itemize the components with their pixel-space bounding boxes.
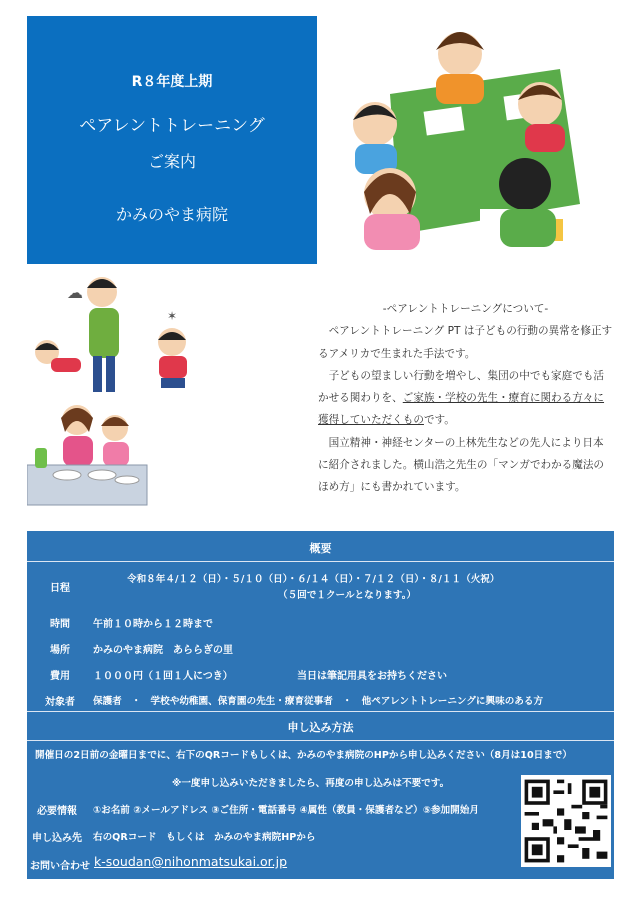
time-value: 午前１０時から１２時まで [93, 619, 213, 630]
apply-to-label: 申し込み先 [32, 833, 82, 844]
meeting-illustration [330, 14, 602, 250]
apply-to-value: 右のQRコード もしくは かみのやま病院HPから [93, 832, 316, 843]
qr-code[interactable] [521, 775, 611, 867]
about-p2-underlined: ご家族・学校の先生・療育に関わる方々に獲得していただくもの [318, 392, 605, 427]
time-label: 時間 [50, 619, 70, 630]
fee-label: 費用 [50, 671, 70, 682]
target-label: 対象者 [45, 697, 75, 708]
apply-note: ※一度申し込みいただきましたら、再度の申し込みは不要です。 [172, 778, 450, 789]
about-p2-start: 子どもの望ましい行動を増やし、集団の中でも家庭でも活かせる関わりを、 [318, 369, 605, 405]
guide-title: ご案内 [147, 152, 196, 171]
fee-note: 当日は筆記用具をお持ちください [297, 671, 447, 682]
about-p2-end: です。 [423, 414, 455, 427]
apply-instructions: 開催日の2日前の金曜日までに、右下のQRコードもしくは、かみのやま病院のHPから申し込みください（8月は10日まで） [35, 750, 572, 761]
svg-text:✶: ✶ [167, 309, 178, 323]
about-section [318, 298, 613, 499]
schedule-note: （５回で１クールとなります。） [278, 590, 417, 601]
about-paragraph-1: ペアレントトレーニング PT は子どもの行動の異常を修正するアメリカで生まれた手法です。 [318, 325, 613, 360]
target-value: 保護者 ・ 学校や幼稚園、保育園の先生・療育従事者 ・ 他ペアレントトレーニングに興味のある方 [93, 696, 544, 707]
fiscal-term: R８年度上期 [131, 74, 213, 90]
schedule-value: 令和８年４/１２（日）・５/１０（日）・６/１４（日）・７/１２（日）・８/１１（火祝） [127, 574, 500, 585]
required-info-label: 必要情報 [37, 806, 77, 817]
program-title: ペアレントトレーニング [79, 116, 265, 136]
place-value: かみのやま病院 あららぎの里 [93, 645, 233, 656]
contact-label: お問い合わせ [30, 861, 90, 872]
about-paragraph-2 [318, 365, 613, 432]
about-paragraph-3: 国立精神・神経センターの上林先生などの先人により日本に紹介されました。横山浩之先生の「マンガでわかる魔法のほめ方」にも書かれています。 [318, 436, 605, 494]
fee-value: １０００円（１回１人につき） [93, 671, 233, 682]
contact-email-link[interactable]: k-soudan@nihonmatsukai.or.jp [94, 854, 288, 869]
svg-text:☁: ☁ [67, 283, 83, 302]
overview-heading: 概要 [309, 542, 332, 555]
about-heading: -ペアレントトレーニングについて- [382, 303, 549, 315]
hospital-name: かみのやま病院 [115, 205, 228, 224]
place-label: 場所 [50, 645, 70, 656]
title-panel [27, 16, 317, 264]
required-info-value: ①お名前 ②メールアドレス ③ご住所・電話番号 ④属性（教員・保護者など）⑤参加開始月 [93, 805, 479, 816]
overview-table [27, 531, 614, 879]
apply-heading: 申し込み方法 [287, 721, 354, 734]
schedule-label: 日程 [50, 583, 70, 594]
parenting-illustration [27, 270, 222, 510]
